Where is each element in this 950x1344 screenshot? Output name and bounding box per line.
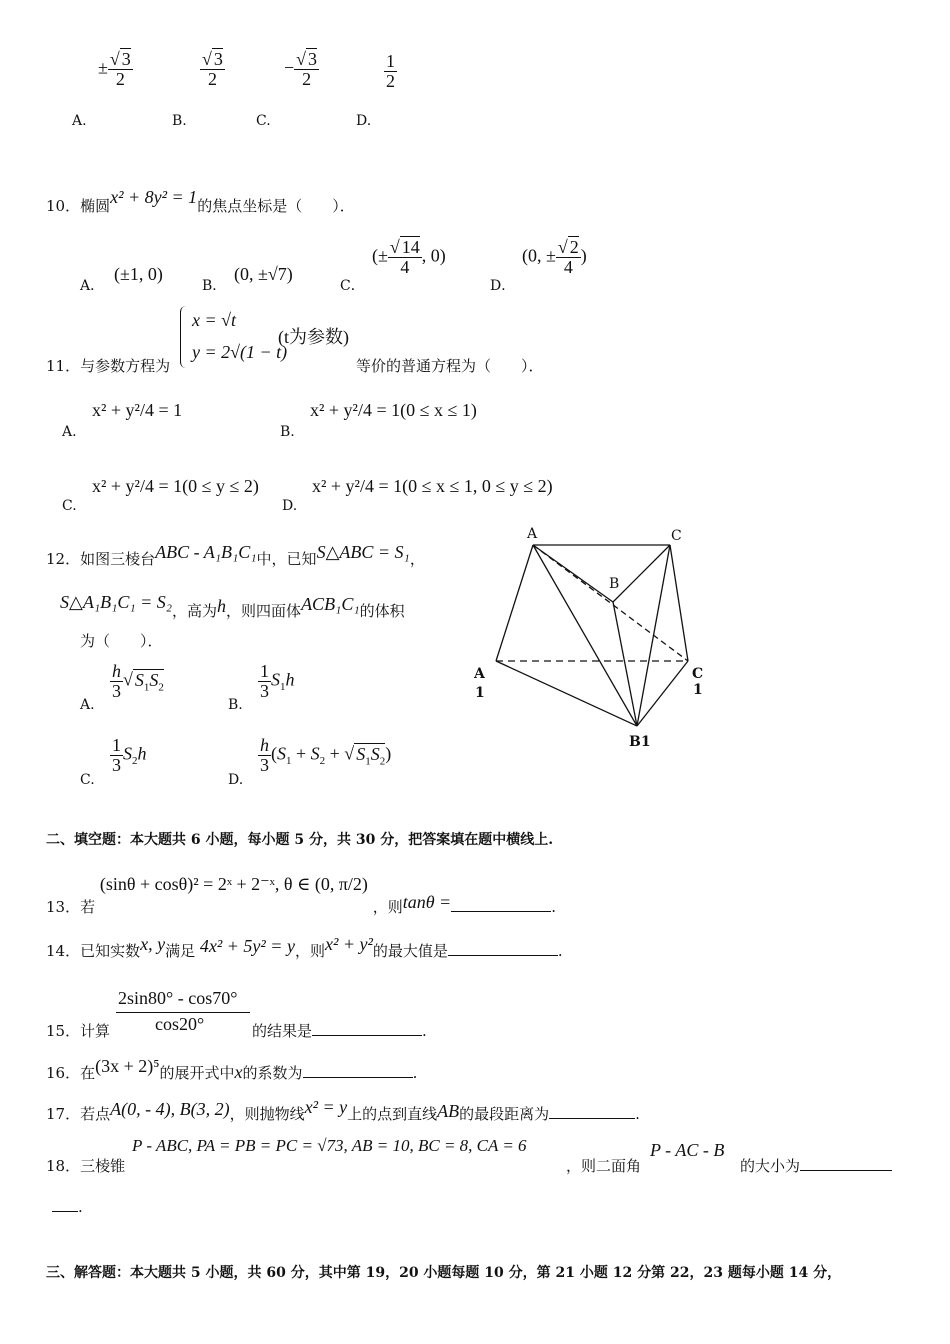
q18-line2 <box>52 1198 83 1216</box>
question-16 <box>46 1056 418 1083</box>
q17-parabola: x² = y <box>304 1097 348 1117</box>
q14-end: . <box>557 942 563 960</box>
q12-option-b-label: B. <box>228 697 243 713</box>
q11-option-b-expr: x² + y²/4 = 1(0 ≤ x ≤ 1) <box>310 400 477 420</box>
question-17 <box>46 1097 640 1124</box>
q11-number: 11． <box>46 357 81 375</box>
q10-text-before: 椭圆 <box>80 197 111 215</box>
q11-text-after: 等价的普通方程为（ ）． <box>356 357 544 375</box>
question-14 <box>46 934 563 961</box>
q14-ask: x² + y² <box>324 934 373 954</box>
q15-text-after: 的结果是 <box>252 1022 313 1040</box>
label-a: A <box>527 526 538 542</box>
q18-text-after: 的大小为 <box>740 1157 801 1175</box>
q13-equation: (sinθ + cosθ)² = 2ˣ + 2⁻ˣ, θ ∈ (0, π/2) <box>99 874 368 894</box>
q18-condition: P - ABC, PA = PB = PC = √73, AB = 10, BC = 8, CA = 6 <box>132 1136 527 1155</box>
q12-s2: S△A₁B₁C₁ = S₂ <box>60 592 173 612</box>
q14-answer-blank[interactable] <box>448 955 558 956</box>
q12-s1: S△ABC = S₁ <box>316 542 410 562</box>
frustum-figure <box>470 520 720 760</box>
q18-number: 18． <box>46 1157 81 1175</box>
edge-cc1 <box>670 545 688 661</box>
q15-fraction-bar <box>116 1012 250 1013</box>
q13-end: . <box>551 898 556 916</box>
q17-text-mid: ，则抛物线 <box>229 1105 305 1123</box>
edge-a1b1 <box>496 661 637 726</box>
q12-h: h <box>217 596 227 616</box>
q10-text-after: 的焦点坐标是（ ）． <box>197 197 355 215</box>
q12-line2 <box>60 592 405 621</box>
q15-tail <box>252 1020 427 1041</box>
q15-text-before: 计算 <box>80 1022 111 1040</box>
q12-text: ，则四面体 <box>226 602 302 620</box>
q12-option-c-label: C. <box>80 772 95 788</box>
q17-text-mid2: 上的点到直线 <box>347 1105 438 1123</box>
q16-end: . <box>412 1064 418 1082</box>
q9-label-a: A. <box>72 113 87 129</box>
edge-ab1 <box>533 545 637 726</box>
q11-brace <box>180 306 187 368</box>
q10-number: 10． <box>46 197 81 215</box>
q16-text-mid: 的展开式中 <box>159 1064 235 1082</box>
q9-option-b-expr: $\frac{√ 3}{2}$ <box>202 49 223 89</box>
q13-text-mid: ，则 <box>372 898 403 916</box>
label-c: C <box>671 528 682 544</box>
q14-text-after: 的最大值是 <box>372 942 448 960</box>
q18-text-mid: ，则二面角 <box>566 1157 642 1175</box>
q10-option-d-expr: (0, ± $\frac{√ 2}{4}$ ) <box>522 237 587 277</box>
q10-stem <box>46 187 355 216</box>
section-2-heading: 二、填空题：本大题共 6 小题，每小题 5 分，共 30 分，把答案填在题中横线上. <box>46 832 554 848</box>
q11-option-c-expr: x² + y²/4 = 1(0 ≤ y ≤ 2) <box>92 476 259 496</box>
q15-numerator: 2sin80° - cos70° <box>118 988 238 1008</box>
q9-label-d: D. <box>356 113 372 129</box>
q18-line1 <box>46 1155 125 1176</box>
q9-option-a-expr: ± $\frac{√ 3}{2}$ <box>98 49 131 89</box>
q16-answer-blank[interactable] <box>303 1077 413 1078</box>
q15-end: . <box>422 1022 427 1040</box>
q11-system-line1: x = √t <box>192 310 237 330</box>
q18-answer-blank-cont[interactable] <box>52 1211 78 1212</box>
q12-option-a-expr: $\frac{h}{3}$ √ $S_1S_2$ <box>112 661 164 701</box>
q12-line3: 为（ ）． <box>80 632 163 650</box>
section-3-heading: 三、解答题：本大题共 5 小题，共 60 分，其中第 19，20 小题每题 10 分，第 21 小题 12 分第 22，23 题每小题 14 分， <box>46 1265 842 1281</box>
q14-text-mid: 满足 <box>165 942 196 960</box>
q18-text-before: 三棱锥 <box>80 1157 126 1175</box>
q10-option-a-label: A． <box>80 278 105 294</box>
q14-text-before: 已知实数 <box>80 942 141 960</box>
q10-option-b-label: B． <box>202 278 227 294</box>
q12-text: 的体积 <box>359 602 405 620</box>
q16-var: x <box>234 1062 243 1082</box>
q16-number: 16． <box>46 1064 81 1082</box>
q13-text-before: 若 <box>80 898 96 916</box>
q13-number: 13． <box>46 898 81 916</box>
q10-option-a-expr: (±1, 0) <box>114 264 163 284</box>
label-b: B <box>609 576 620 592</box>
q10-equation: x² + 8y² = 1 <box>110 187 198 207</box>
edge-ac1-dashed <box>533 545 688 661</box>
edge-aa1 <box>496 545 533 661</box>
q12-text: 中，已知 <box>256 550 317 568</box>
q12-tetra: ACB₁C₁ <box>301 594 360 614</box>
q17-line: AB <box>437 1101 460 1121</box>
q15-number: 15． <box>46 1022 81 1040</box>
q18-angle: P - AC - B <box>650 1140 725 1160</box>
q14-equation: 4x² + 5y² = y <box>199 936 295 956</box>
q18-answer-blank[interactable] <box>800 1170 892 1171</box>
q9-label-b: B. <box>172 113 187 129</box>
q11-option-c-label: C. <box>62 498 77 514</box>
q11-text-before: 与参数方程为 <box>80 357 171 375</box>
q14-vars: x, y <box>140 934 166 954</box>
q10-option-d-label: D． <box>490 278 516 294</box>
q11-option-d-expr: x² + y²/4 = 1(0 ≤ x ≤ 1, 0 ≤ y ≤ 2) <box>312 476 553 496</box>
q12-frustum: ABC - A₁B₁C₁ <box>155 542 257 562</box>
label-a1-sub: 1 <box>475 685 485 701</box>
label-b1: B1 <box>629 734 651 750</box>
q12-text: ， <box>409 550 425 568</box>
q9-option-d-expr: $\frac{1}{2}$ <box>386 51 395 91</box>
q12-option-b-expr: $\frac{1}{3}$ $S_1h$ <box>260 661 295 701</box>
q14-number: 14． <box>46 942 81 960</box>
q12-text: ，高为 <box>172 602 218 620</box>
q12-option-a-label: A. <box>80 697 95 713</box>
q9-label-c: C. <box>256 113 271 129</box>
q12-text: 如图三棱台 <box>80 550 156 568</box>
edge-b1c1 <box>637 661 688 726</box>
q11-option-a-label: A. <box>62 424 77 440</box>
q9-option-c-expr: − $\frac{√ 3}{2}$ <box>284 49 318 89</box>
q10-option-b-expr: (0, ±√7) <box>234 264 293 284</box>
q17-number: 17． <box>46 1105 81 1123</box>
q12-option-c-expr: $\frac{1}{3}$ $S_2h$ <box>112 735 147 775</box>
q17-text-after: 的最段距离为 <box>459 1105 550 1123</box>
q12-option-d-expr: $\frac{h}{3}$ ($S_1 + S_2$ + √ $S_1S_2$) <box>260 735 392 775</box>
q10-option-c-expr: (± $\frac{√ 14}{4}$ , 0) <box>372 237 446 277</box>
q10-option-c-label: C． <box>340 278 365 294</box>
label-c1-sub: 1 <box>693 682 703 698</box>
q14-text-mid2: ，则 <box>294 942 325 960</box>
q16-text-after: 的系数为 <box>242 1064 303 1082</box>
question-13 <box>46 870 556 916</box>
q18-tail <box>740 1155 892 1176</box>
label-c1: C <box>692 666 704 682</box>
q11-option-b-label: B. <box>280 424 295 440</box>
q13-answer-blank[interactable] <box>451 911 551 912</box>
q11-stem-start <box>46 355 170 376</box>
q18-end: . <box>78 1198 83 1216</box>
q16-text-before: 在 <box>80 1064 96 1082</box>
q12-option-d-label: D. <box>228 772 244 788</box>
q16-expr: (3x + 2)⁵ <box>95 1056 160 1076</box>
q15-answer-blank[interactable] <box>312 1035 422 1036</box>
q11-option-d-label: D. <box>282 498 298 514</box>
q17-answer-blank[interactable] <box>549 1118 635 1119</box>
q12-line1 <box>46 542 425 569</box>
q17-text-before: 若点 <box>80 1105 111 1123</box>
q13-ask: tanθ = <box>402 892 452 912</box>
q15-denominator: cos20° <box>155 1014 205 1034</box>
q12-number: 12． <box>46 550 81 568</box>
q11-option-a-expr: x² + y²/4 = 1 <box>92 400 183 420</box>
q17-end: . <box>635 1105 640 1123</box>
q11-param-note: (t为参数) <box>278 327 349 347</box>
q17-points: A(0, - 4), B(3, 2) <box>110 1099 230 1119</box>
q11-system-line2: y = 2√(1 − t) <box>192 342 288 362</box>
label-a1: A <box>474 666 485 682</box>
